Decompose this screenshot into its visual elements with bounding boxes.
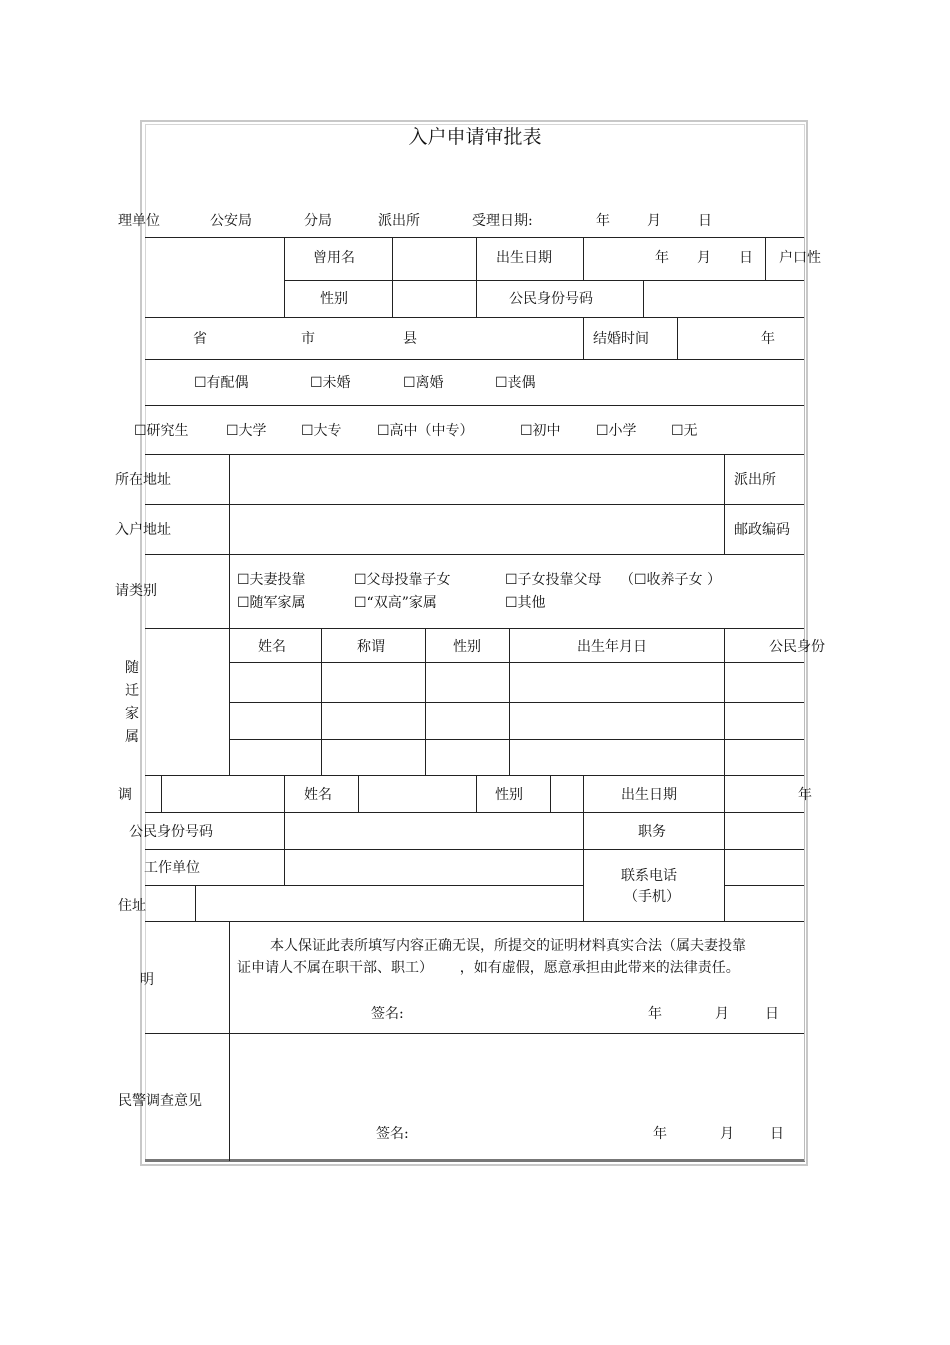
work-unit-label: 工作单位 — [144, 860, 200, 876]
rule — [145, 1033, 805, 1034]
position-label: 职务 — [638, 824, 666, 840]
declaration-sign-label: 签名: — [371, 1006, 404, 1022]
family-label-char: 属 — [125, 729, 139, 745]
rule — [476, 775, 477, 812]
rule — [229, 454, 230, 775]
rule — [145, 885, 583, 886]
category-option[interactable]: ☐“双高”家属 — [354, 595, 437, 611]
rule — [145, 812, 805, 813]
hukou-type-label: 户口性 — [779, 250, 821, 266]
rule — [724, 454, 725, 554]
transfer-gender-label: 性别 — [495, 787, 523, 803]
rule — [804, 237, 805, 1161]
accept-day: 日 — [698, 213, 712, 229]
education-option[interactable]: ☐小学 — [596, 423, 637, 439]
education-option[interactable]: ☐研究生 — [134, 423, 189, 439]
marital-option[interactable]: ☐未婚 — [310, 375, 351, 391]
rule — [161, 775, 162, 812]
rule — [145, 504, 805, 505]
rule — [145, 775, 805, 776]
transfer-label: 调 — [118, 787, 132, 803]
family-header: 公民身份 — [769, 639, 825, 655]
rule — [425, 628, 426, 775]
marriage-time-label: 结婚时间 — [593, 331, 649, 347]
id-number-label: 公民身份号码 — [509, 291, 593, 307]
rule — [229, 739, 805, 740]
phone-label-mobile: （手机） — [624, 889, 680, 905]
rule — [145, 237, 805, 238]
category-option[interactable]: ☐随军家属 — [237, 595, 306, 611]
form-title: 入户申请审批表 — [408, 126, 542, 148]
police-month: 月 — [720, 1126, 734, 1142]
province-label: 省 — [193, 331, 207, 347]
location-address-label: 所在地址 — [115, 472, 171, 488]
rule — [145, 849, 805, 850]
residence-label: 住址 — [118, 898, 146, 914]
birth-date-label: 出生日期 — [496, 250, 552, 266]
category-option[interactable]: ☐父母投靠子女 — [354, 572, 451, 588]
family-header: 出生年月日 — [577, 639, 647, 655]
marital-option[interactable]: ☐丧偶 — [495, 375, 536, 391]
rule — [677, 317, 678, 359]
family-header: 姓名 — [258, 639, 286, 655]
marriage-year: 年 — [761, 331, 775, 347]
rule — [145, 921, 805, 922]
rule — [765, 237, 766, 280]
city-label: 市 — [301, 331, 315, 347]
birth-year: 年 — [655, 250, 669, 266]
declaration-label: 明 — [140, 972, 154, 988]
rule — [643, 280, 644, 317]
category-label: 请类别 — [115, 583, 157, 599]
marital-option[interactable]: ☐有配偶 — [194, 375, 249, 391]
declaration-text-line1: 本人保证此表所填写内容正确无误，所提交的证明材料真实合法（属夫妻投靠 — [270, 938, 746, 954]
rule — [145, 454, 805, 455]
rule — [321, 628, 322, 775]
police-station-label: 派出所 — [734, 472, 776, 488]
branch-label: 分局 — [304, 213, 332, 229]
family-header: 性别 — [453, 639, 481, 655]
declaration-month: 月 — [715, 1006, 729, 1022]
rule — [145, 405, 805, 406]
bottom-rule — [145, 1159, 805, 1162]
rule — [583, 775, 584, 921]
rule — [550, 775, 551, 812]
rule — [724, 775, 725, 921]
rule — [229, 702, 805, 703]
rule — [145, 317, 805, 318]
postcode-label: 邮政编码 — [734, 522, 790, 538]
rule — [195, 885, 196, 921]
rule — [284, 237, 285, 317]
rule — [145, 628, 805, 629]
county-label: 县 — [403, 331, 417, 347]
former-name-label: 曾用名 — [313, 250, 355, 266]
birth-day: 日 — [739, 250, 753, 266]
rule — [284, 775, 285, 885]
rule — [358, 775, 359, 812]
category-option[interactable]: （☐收养子女 ） — [620, 572, 722, 588]
police-opinion-label: 民警调查意见 — [118, 1093, 202, 1109]
education-option[interactable]: ☐高中（中专） — [377, 423, 474, 439]
police-sign-label: 签名: — [376, 1126, 409, 1142]
family-label-char: 迁 — [125, 683, 139, 699]
accept-year: 年 — [596, 213, 610, 229]
family-label-char: 随 — [125, 660, 139, 676]
phone-label: 联系电话 — [621, 868, 677, 884]
category-option[interactable]: ☐子女投靠父母 — [505, 572, 602, 588]
bureau-label: 公安局 — [210, 213, 252, 229]
police-year: 年 — [653, 1126, 667, 1142]
education-option[interactable]: ☐大专 — [301, 423, 342, 439]
rule — [583, 237, 584, 280]
family-header: 称谓 — [357, 639, 385, 655]
declaration-year: 年 — [648, 1006, 662, 1022]
category-option[interactable]: ☐其他 — [505, 595, 546, 611]
rule — [476, 237, 477, 317]
education-option[interactable]: ☐初中 — [520, 423, 561, 439]
transfer-id-label: 公民身份号码 — [129, 824, 213, 840]
rule — [392, 237, 393, 317]
police-day: 日 — [770, 1126, 784, 1142]
birth-month: 月 — [697, 250, 711, 266]
transfer-name-label: 姓名 — [304, 787, 332, 803]
unit-label: 理单位 — [118, 213, 160, 229]
rule — [229, 921, 230, 1161]
transfer-year: 年 — [798, 787, 812, 803]
accept-month: 月 — [647, 213, 661, 229]
rule — [145, 359, 805, 360]
rule — [145, 554, 805, 555]
move-in-address-label: 入户地址 — [115, 522, 171, 538]
family-label-char: 家 — [125, 706, 139, 722]
rule — [284, 280, 805, 281]
category-option[interactable]: ☐夫妻投靠 — [237, 572, 306, 588]
transfer-birth-label: 出生日期 — [621, 787, 677, 803]
gender-label: 性别 — [320, 291, 348, 307]
education-option[interactable]: ☐大学 — [226, 423, 267, 439]
declaration-text-line2: 证申请人不属在职干部、职工） ，如有虚假，愿意承担由此带来的法律责任。 — [237, 960, 740, 976]
rule — [509, 628, 510, 775]
rule — [724, 885, 805, 886]
station-label: 派出所 — [378, 213, 420, 229]
marital-option[interactable]: ☐离婚 — [403, 375, 444, 391]
rule — [229, 662, 805, 663]
accept-date-label: 受理日期: — [472, 213, 533, 229]
education-option[interactable]: ☐无 — [671, 423, 698, 439]
declaration-day: 日 — [765, 1006, 779, 1022]
rule — [583, 317, 584, 359]
rule — [724, 628, 725, 775]
